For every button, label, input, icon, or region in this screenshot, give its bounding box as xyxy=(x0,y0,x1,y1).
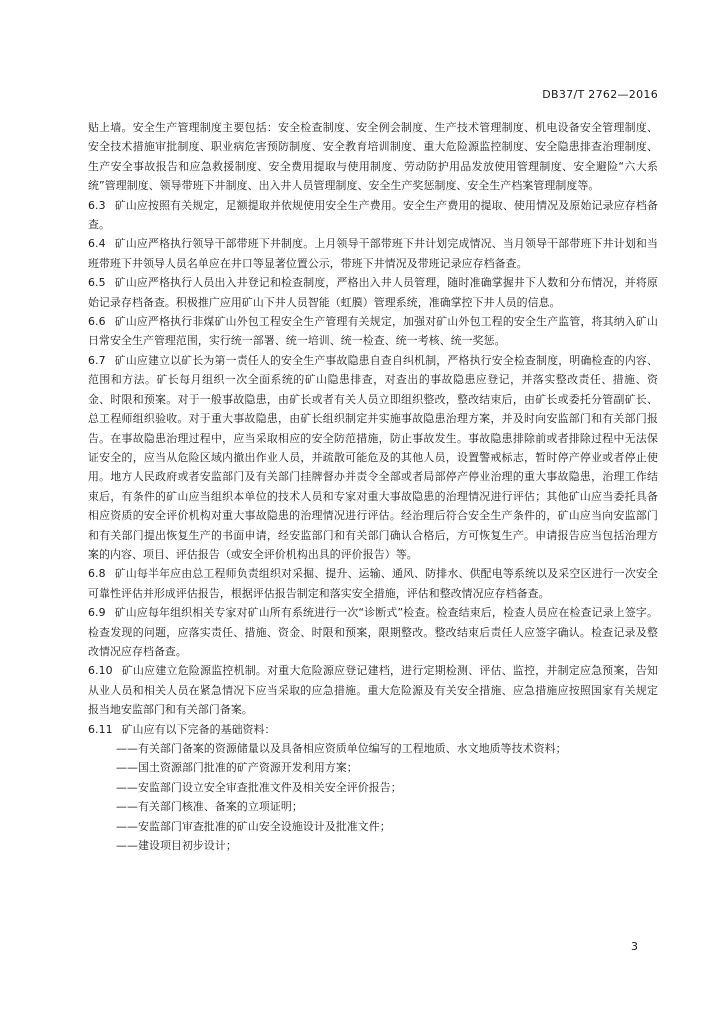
clause-6-7 xyxy=(88,351,658,564)
clause-number: 6.7 xyxy=(88,353,106,367)
list-item: ——安监部门审查批准的矿山安全设施设计及批准文件； xyxy=(116,819,391,833)
clause-number: 6.8 xyxy=(88,567,106,581)
clause-number: 6.4 xyxy=(88,237,106,251)
clause-number: 6.3 xyxy=(88,198,106,212)
list-item: ——国土资源部门批准的矿产资源开发利用方案； xyxy=(116,761,358,775)
clause-text: 矿山应严格执行人员出入井登记和检查制度，严格出入井人员管理，随时准确掌握井下人数和分布情况，并将原始记录存档备查。积极推广应用矿山下井人员智能（虹膜）管理系统，准确掌控下井人员的信息。 xyxy=(88,276,658,309)
clause-6-5 xyxy=(88,273,658,312)
clause-text: 矿山应严格执行领导干部带班下井制度。上月领导干部带班下井计划完成情况、当月领导干部带班下井计划和当班带班下井领导人员名单应在井口等显著位置公示，带班下井情况及带班记录应存档备查。 xyxy=(88,237,658,270)
clause-number: 6.6 xyxy=(88,315,106,329)
clause-text: 矿山应按照有关规定，足额提取并依规使用安全生产费用。安全生产费用的提取、使用情况及原始记录应存档备查。 xyxy=(88,198,658,232)
clause-6-9 xyxy=(88,603,658,661)
clause-6-8 xyxy=(88,564,658,603)
clause-text: 矿山应建立危险源监控机制。对重大危险源应登记建档，进行定期检测、评估、监控，并制定应急预案，告知从业人员和相关人员在紧急情况下应当采取的应急措施。重大危险源及有关安全措施、应急措施应按照国家有关规定报当地安监部门和有关部门备案。 xyxy=(88,664,658,717)
clause-number: 6.10 xyxy=(88,664,113,678)
clause-6-3 xyxy=(88,196,658,235)
page-number: 3 xyxy=(631,940,638,953)
paragraph-text: 贴上墙。安全生产管理制度主要包括：安全检查制度、安全例会制度、生产技术管理制度、机电设备安全管理制度、安全技术措施审批制度、职业病危害预防制度、安全教育培训制度、重大危险源监控制度、安全隐患排查治理制度、生产安全事故报告和应急救援制度、安全费用提取与使用制度、劳动防护用品发放使用管理制度、安全避险“六大系统”管理制度、领导带班下井制度、出入井人员管理制度、安全生产奖惩制度、安全生产档案管理制度等。 xyxy=(88,121,658,193)
clause-text: 矿山应有以下完备的基础资料： xyxy=(121,722,276,736)
clause-text: 矿山应严格执行非煤矿山外包工程安全生产管理有关规定，加强对矿山外包工程的安全生产监管，将其纳入矿山日常安全生产管理范围，实行统一部署、统一培训、统一检查、统一考核、统一奖惩。 xyxy=(88,315,658,348)
clause-text: 矿山应建立以矿长为第一责任人的安全生产事故隐患自查自纠机制，严格执行安全检查制度，明确检查的内容、范围和方法。矿长每月组织一次全面系统的矿山隐患排查，对查出的事故隐患应登记，并落实整改责任、措施、资金、时限和预案。对于一般事故隐患，由矿长或者有关人员立即组织整改，整改结束后，由矿长或委托分管副矿长、总工程师组织验收。对于重大事故隐患，由矿长组织制定并实施事故隐患治理方案，并及时向安监部门和有关部门报告。在事故隐患治理过程中，应当采取相应的安全防范措施，防止事故发生。事故隐患排除前或者排除过程中无法保证安全的，应当从危险区域内撤出作业人员，并疏散可能危及的其他人员，设置警戒标志，暂时停产停业或者停止使用。地方人民政府或者安监部门及有关部门挂牌督办并责令全部或者局部停产停业治理的重大事故隐患，治理工作结束后，有条件的矿山应当组织本单位的技术人员和专家对重大事故隐患的治理情况进行评估；其他矿山应当委托具备相应资质的安全评价机构对重大事故隐患的治理情况进行评估。经治理后符合安全生产条件的，矿山应当向安监部门和有关部门提出恢复生产的书面申请，经安监部门和有关部门确认合格后，方可恢复生产。申请报告应当包括治理方案的内容、项目、评估报告（或安全评价机构出具的评价报告）等。 xyxy=(88,353,658,561)
body-text xyxy=(88,118,658,855)
list-item: ——建设项目初步设计； xyxy=(116,839,237,853)
clause-number: 6.5 xyxy=(88,276,106,290)
clause-6-10 xyxy=(88,661,658,719)
clause-number: 6.11 xyxy=(88,722,113,736)
clause-number: 6.9 xyxy=(88,606,106,620)
standard-code: DB37/T 2762—2016 xyxy=(542,88,658,101)
clause-6-6 xyxy=(88,312,658,351)
paragraph-continuation xyxy=(88,118,658,196)
list-item: ——有关部门核准、备案的立项证明； xyxy=(116,800,303,814)
clause-text: 矿山每半年应由总工程师负责组织对采掘、提升、运输、通风、防排水、供配电等系统以及采空区进行一次安全可靠性评估并形成评估报告，根据评估报告制定和落实安全措施，评估和整改情况应存档备查。 xyxy=(88,567,658,600)
list-item: ——有关部门备案的资源储量以及具备相应资质单位编写的工程地质、水文地质等技术资料； xyxy=(116,742,567,755)
clause-text: 矿山应每年组织相关专家对矿山所有系统进行一次“诊断式”检查。检查结束后，检查人员应在检查记录上签字。检查发现的问题，应落实责任、措施、资金、时限和预案，限期整改。整改结束后责任人应签字确认。检查记录及整改情况应存档备查。 xyxy=(88,606,658,658)
clause-6-4 xyxy=(88,234,658,273)
list-item: ——安监部门设立安全审查批准文件及相关安全评价报告； xyxy=(116,780,402,794)
clause-6-11 xyxy=(88,720,658,739)
